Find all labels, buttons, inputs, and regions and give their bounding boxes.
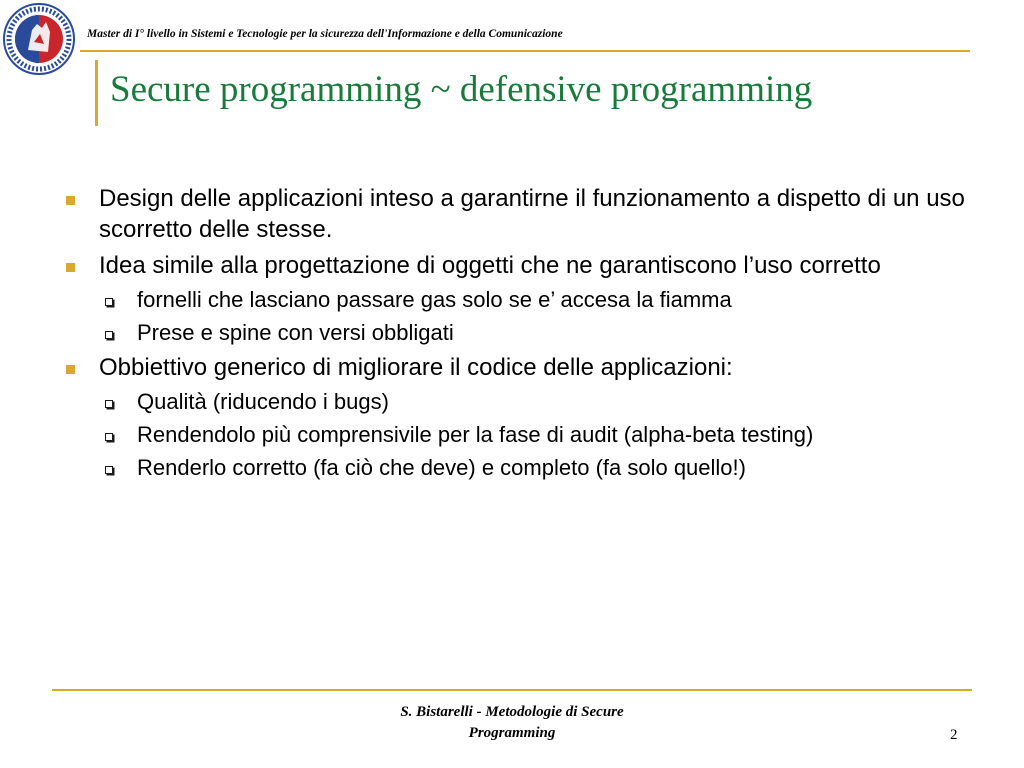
bullet-item bbox=[60, 250, 980, 281]
slide-title: Secure programming ~ defensive programming bbox=[110, 69, 813, 110]
sub-bullet-text: Rendendolo più comprensivile per la fase di audit (alpha-beta testing) bbox=[137, 422, 814, 447]
bullet-item bbox=[60, 183, 980, 245]
course-header: Master di I° livello in Sistemi e Tecnologie per la sicurezza dell'Informazione e della Comunicazione bbox=[87, 28, 563, 40]
sub-bullet-text: Qualità (riducendo i bugs) bbox=[137, 389, 389, 414]
sub-bullet-item bbox=[60, 454, 980, 482]
header-divider bbox=[80, 50, 970, 52]
sub-bullet-text: fornelli che lasciano passare gas solo se e’ accesa la fiamma bbox=[137, 287, 732, 312]
slide-content bbox=[60, 183, 980, 487]
sub-bullet-item bbox=[60, 319, 980, 347]
sub-bullet-item bbox=[60, 388, 980, 416]
hollow-square-bullet-icon bbox=[105, 400, 113, 408]
footer-divider bbox=[52, 689, 972, 691]
bullet-text: Obbiettivo generico di migliorare il codice delle applicazioni: bbox=[99, 354, 733, 381]
hollow-square-bullet-icon bbox=[105, 331, 113, 339]
university-seal-logo bbox=[2, 2, 76, 76]
sub-bullet-text: Renderlo corretto (fa ciò che deve) e completo (fa solo quello!) bbox=[137, 455, 746, 480]
sub-bullet-text: Prese e spine con versi obbligati bbox=[137, 320, 454, 345]
sub-bullet-item bbox=[60, 286, 980, 314]
footer-line: Programming bbox=[468, 725, 556, 741]
hollow-square-bullet-icon bbox=[105, 466, 113, 474]
bullet-item bbox=[60, 352, 980, 383]
bullet-text: Design delle applicazioni inteso a garantirne il funzionamento a dispetto di un uso scorretto delle stesse. bbox=[99, 185, 965, 243]
sub-bullet-item bbox=[60, 421, 980, 449]
page-number: 2 bbox=[950, 727, 958, 743]
hollow-square-bullet-icon bbox=[105, 433, 113, 441]
square-bullet-icon bbox=[66, 365, 75, 374]
hollow-square-bullet-icon bbox=[105, 298, 113, 306]
footer-line: S. Bistarelli - Metodologie di Secure bbox=[400, 704, 624, 720]
footer-author bbox=[300, 702, 724, 744]
square-bullet-icon bbox=[66, 263, 75, 272]
square-bullet-icon bbox=[66, 196, 75, 205]
bullet-text: Idea simile alla progettazione di oggetti che ne garantiscono l’uso corretto bbox=[99, 252, 881, 279]
title-accent-bar bbox=[95, 60, 98, 126]
